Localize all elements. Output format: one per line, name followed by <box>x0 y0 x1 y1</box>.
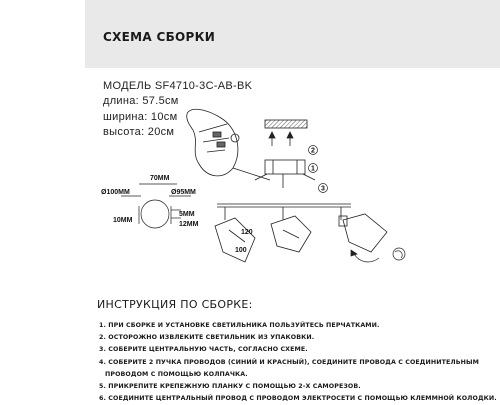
instructions-title: ИНСТРУКЦИЯ ПО СБОРКЕ: <box>97 298 253 311</box>
instruction-step-6: 6. СОЕДИНИТЕ ЦЕНТРАЛЬНЫЙ ПРОВОД С ПРОВОДОМ ЭЛЕКТРОСЕТИ С ПОМОЩЬЮ КЛЕММНОЙ КОЛОДКИ. <box>99 395 497 403</box>
instruction-step-2: 2. ОСТОРОЖНО ИЗВЛЕКИТЕ СВЕТИЛЬНИК ИЗ УПАКОВКИ. <box>99 334 315 342</box>
instruction-step-4-cont: ПРОВОДОМ С ПОМОЩЬЮ КОЛПАЧКА. <box>105 370 248 378</box>
wiring-detail <box>187 109 270 180</box>
dim-5: 5MM <box>179 211 195 218</box>
spot-light-3 <box>339 214 387 252</box>
dim-100: Ø100MM <box>101 189 130 196</box>
rotation-arrows <box>351 248 405 262</box>
spec-width: ширина: 10см <box>103 110 178 123</box>
dim-10: 10MM <box>113 217 133 224</box>
instruction-step-5: 5. ПРИКРЕПИТЕ КРЕПЕЖНУЮ ПЛАНКУ С ПОМОЩЬЮ 2-Х САМОРЕЗОВ. <box>99 383 361 391</box>
instruction-step-3: 3. СОБЕРИТЕ ЦЕНТРАЛЬНУЮ ЧАСТЬ, СОГЛАСНО СХЕМЕ. <box>99 346 308 354</box>
dim-95: Ø95MM <box>171 189 196 196</box>
step-label-1: 1 <box>311 165 315 173</box>
dim-12: 12MM <box>179 221 199 228</box>
spec-height: высота: 20см <box>103 126 175 139</box>
dim-100b: 100 <box>235 247 247 254</box>
step-label-3: 3 <box>321 185 325 193</box>
spec-model: МОДЕЛЬ SF4710-3C-AB-BK <box>103 80 253 92</box>
step-label-2: 2 <box>311 147 315 155</box>
instruction-step-1: 1. ПРИ СБОРКЕ И УСТАНОВКЕ СВЕТИЛЬНИКА ПОЛЬЗУЙТЕСЬ ПЕРЧАТКАМИ. <box>99 322 380 329</box>
assembly-diagram <box>95 92 415 272</box>
page-title: СХЕМА СБОРКИ <box>103 30 216 44</box>
spec-length: длина: 57.5см <box>103 95 179 108</box>
instructions-list <box>99 320 497 405</box>
spot-light-2 <box>271 216 311 252</box>
light-bar <box>217 204 351 220</box>
dim-70: 70MM <box>150 175 170 182</box>
spot-light-1 <box>215 218 255 262</box>
dim-120: 120 <box>241 229 253 236</box>
instruction-step-4: 4. СОБЕРИТЕ 2 ПУЧКА ПРОВОДОВ (СИНИЙ И КРАСНЫЙ), СОЕДИНИТЕ ПРОВОДА С СОЕДИНИТЕЛЬНЫМ <box>99 358 480 366</box>
